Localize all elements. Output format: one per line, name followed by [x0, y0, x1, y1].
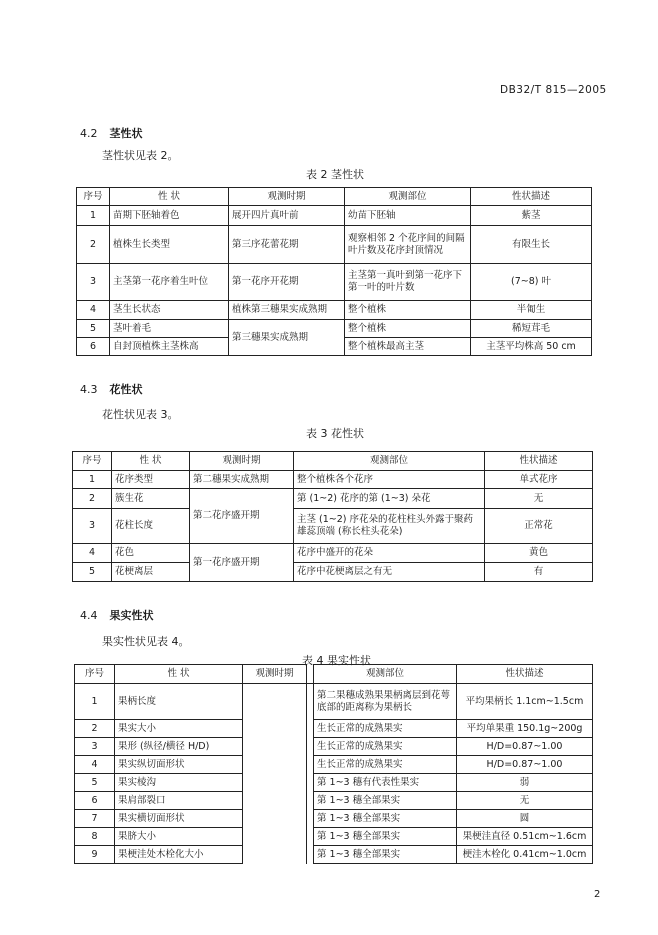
section-number: 4.4 [80, 609, 98, 622]
cell: 正常花 [485, 509, 593, 544]
header-cell: 观测部位 [345, 188, 471, 206]
cell: 稀短茸毛 [471, 320, 592, 338]
cell: 第 1~3 穗有代表性果实 [314, 774, 457, 792]
cell: 第二花序盛开期 [190, 489, 294, 544]
header-cell: 观测部位 [294, 452, 485, 471]
table-2-stem-traits [76, 187, 592, 356]
cell: 观察相邻 2 个花序间的间隔叶片数及花序封顶情况 [345, 226, 471, 264]
cell: 梗洼木栓化 0.41cm~1.0cm [457, 846, 593, 864]
table-row [73, 471, 593, 489]
table-header-row [75, 665, 593, 684]
table-row [75, 756, 593, 774]
table-row [73, 563, 593, 582]
cell: 生长正常的成熟果实 [314, 720, 457, 738]
cell: 8 [75, 828, 115, 846]
table-row [75, 846, 593, 864]
cell: 植株第三穗果实成熟期 [229, 301, 345, 320]
cell: 幼苗下胚轴 [345, 206, 471, 226]
section-title: 花性状 [109, 383, 143, 396]
header-cell: 性状描述 [485, 452, 593, 471]
cell: 植株生长类型 [110, 226, 229, 264]
cell: 单式花序 [485, 471, 593, 489]
spacer-cell [307, 684, 314, 864]
cell: 苗期下胚轴着色 [110, 206, 229, 226]
table-row [75, 828, 593, 846]
table-row [75, 720, 593, 738]
cell: 1 [77, 206, 110, 226]
table-row [77, 226, 592, 264]
section-heading-4-3 [80, 381, 143, 397]
cell: 1 [73, 471, 112, 489]
table-row [77, 301, 592, 320]
cell: 4 [77, 301, 110, 320]
cell: 花序中盛开的花朵 [294, 544, 485, 563]
cell: 4 [73, 544, 112, 563]
section-number: 4.3 [80, 383, 98, 396]
cell: 紫茎 [471, 206, 592, 226]
cell: 主茎第一花序着生叶位 [110, 264, 229, 301]
cell: 1 [75, 684, 115, 720]
cell: 2 [77, 226, 110, 264]
cell: 第 (1~2) 花序的第 (1~3) 朵花 [294, 489, 485, 509]
cell: 整个植株 [345, 320, 471, 338]
table-row [75, 774, 593, 792]
cell: 整个植株各个花序 [294, 471, 485, 489]
table-3-flower-traits [72, 451, 593, 582]
table-row [77, 264, 592, 301]
cell: 第二穗果实成熟期 [190, 471, 294, 489]
header-cell: 观测时期 [229, 188, 345, 206]
cell: 3 [73, 509, 112, 544]
section-heading-4-2 [80, 125, 143, 141]
cell: 无 [485, 489, 593, 509]
table-caption: 表 3 花性状 [306, 427, 364, 440]
cell: 花柱长度 [112, 509, 190, 544]
cell: 7 [75, 810, 115, 828]
cell: 展开四片真叶前 [229, 206, 345, 226]
cell: 6 [77, 338, 110, 356]
cell: 9 [75, 846, 115, 864]
cell: 茎生长状态 [110, 301, 229, 320]
cell: 果实纵切面形状 [115, 756, 243, 774]
cell: 有 [485, 563, 593, 582]
cell: 整个植株 [345, 301, 471, 320]
cell: 自封顶植株主茎株高 [110, 338, 229, 356]
cell: 果实横切面形状 [115, 810, 243, 828]
header-cell: 性 状 [112, 452, 190, 471]
cell: 4 [75, 756, 115, 774]
spacer-cell [307, 665, 314, 684]
cell: 生长正常的成熟果实 [314, 738, 457, 756]
cell: 第三穗果实成熟期 [229, 320, 345, 356]
cell: (7~8) 叶 [471, 264, 592, 301]
cell: 平均果柄长 1.1cm~1.5cm [457, 684, 593, 720]
cell: 果肩部裂口 [115, 792, 243, 810]
cell: 果梗洼处木栓化大小 [115, 846, 243, 864]
table-row [73, 509, 593, 544]
header-cell: 观测时期 [190, 452, 294, 471]
cell: 有限生长 [471, 226, 592, 264]
section-title: 茎性状 [109, 127, 143, 140]
cell: 果柄长度 [115, 684, 243, 720]
cell: 果实棱沟 [115, 774, 243, 792]
cell: 弱 [457, 774, 593, 792]
period-cell [243, 684, 307, 864]
table-header-row [73, 452, 593, 471]
table-row [77, 320, 592, 338]
cell: 花梗离层 [112, 563, 190, 582]
cell: 2 [73, 489, 112, 509]
header-cell: 序号 [73, 452, 112, 471]
cell: 第三序花蕾花期 [229, 226, 345, 264]
cell: 5 [77, 320, 110, 338]
header-cell: 性状描述 [457, 665, 593, 684]
section-heading-4-4 [80, 607, 154, 623]
cell: 5 [73, 563, 112, 582]
section-number: 4.2 [80, 127, 98, 140]
cell: 圆 [457, 810, 593, 828]
cell: 花序类型 [112, 471, 190, 489]
table-row [75, 684, 593, 720]
header-cell: 性 状 [110, 188, 229, 206]
cell: 黄色 [485, 544, 593, 563]
cell: 第 1~3 穗全部果实 [314, 828, 457, 846]
header-cell: 性 状 [115, 665, 243, 684]
cell: 第一花序开花期 [229, 264, 345, 301]
cell: 主茎 (1~2) 序花朵的花柱柱头外露于聚药雄蕊顶端 (称长柱头花朵) [294, 509, 485, 544]
cell: 5 [75, 774, 115, 792]
header-cell: 序号 [77, 188, 110, 206]
cell: 主茎平均株高 50 cm [471, 338, 592, 356]
cell: 果脐大小 [115, 828, 243, 846]
document-code: DB32/T 815—2005 [500, 84, 607, 96]
cell: 花序中花梗离层之有无 [294, 563, 485, 582]
section-intro: 花性状见表 3。 [102, 408, 179, 421]
table-row [75, 810, 593, 828]
table-4-fruit-traits [74, 664, 593, 864]
section-title: 果实性状 [109, 609, 154, 622]
cell: 6 [75, 792, 115, 810]
section-intro: 茎性状见表 2。 [102, 149, 179, 162]
page-number: 2 [594, 889, 601, 900]
cell: 花色 [112, 544, 190, 563]
header-cell: 观测部位 [314, 665, 457, 684]
cell: 第二果穗成熟果果柄离层到花萼底部的距离称为果柄长 [314, 684, 457, 720]
table-header-row [77, 188, 592, 206]
cell: H/D=0.87~1.00 [457, 756, 593, 774]
table-row [75, 738, 593, 756]
cell: 果形 (纵径/横径 H/D) [115, 738, 243, 756]
table-caption: 表 2 茎性状 [306, 168, 364, 181]
table-row [77, 206, 592, 226]
cell: 3 [75, 738, 115, 756]
table-row [73, 544, 593, 563]
table-row [75, 792, 593, 810]
cell: 整个植株最高主茎 [345, 338, 471, 356]
cell: 第 1~3 穗全部果实 [314, 810, 457, 828]
cell: 茎叶着毛 [110, 320, 229, 338]
header-cell: 序号 [75, 665, 115, 684]
cell: H/D=0.87~1.00 [457, 738, 593, 756]
cell: 第一花序盛开期 [190, 544, 294, 582]
table-row [73, 489, 593, 509]
cell: 主茎第一真叶到第一花序下第一叶的叶片数 [345, 264, 471, 301]
header-cell: 性状描述 [471, 188, 592, 206]
cell: 果梗洼直径 0.51cm~1.6cm [457, 828, 593, 846]
table-caption: 表 4 果实性状 [302, 654, 371, 667]
cell: 果实大小 [115, 720, 243, 738]
header-cell: 观测时期 [243, 665, 307, 684]
cell: 第 1~3 穗全部果实 [314, 792, 457, 810]
cell: 第 1~3 穗全部果实 [314, 846, 457, 864]
cell: 簇生花 [112, 489, 190, 509]
cell: 3 [77, 264, 110, 301]
cell: 无 [457, 792, 593, 810]
cell: 生长正常的成熟果实 [314, 756, 457, 774]
cell: 半匍生 [471, 301, 592, 320]
cell: 2 [75, 720, 115, 738]
cell: 平均单果重 150.1g~200g [457, 720, 593, 738]
section-intro: 果实性状见表 4。 [102, 635, 190, 648]
